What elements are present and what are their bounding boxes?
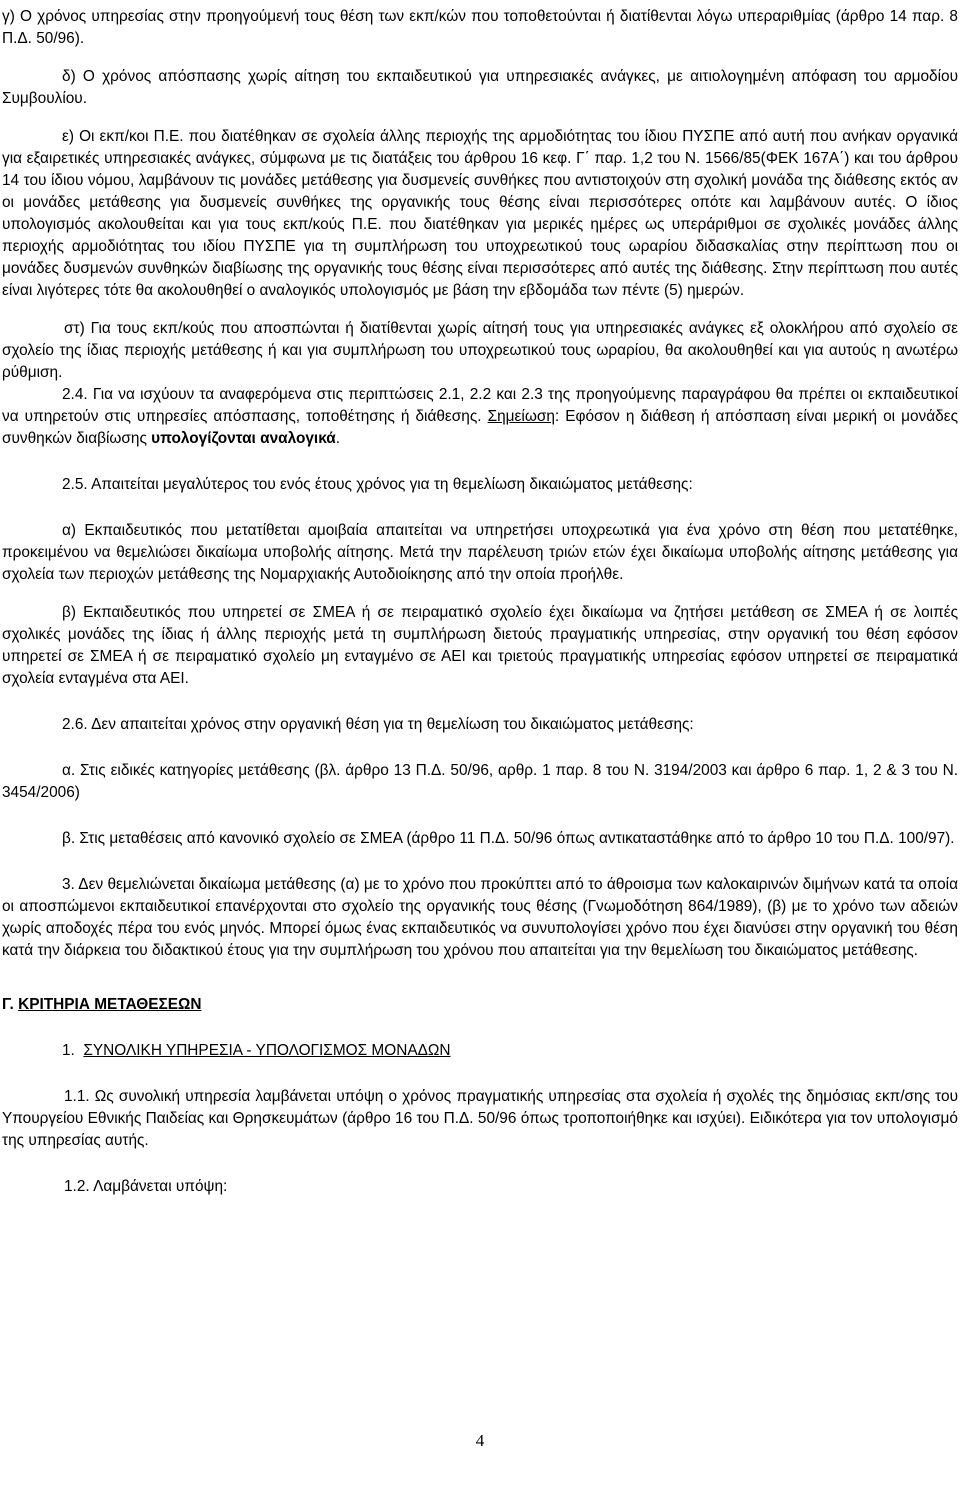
paragraph-1-1: 1.1. Ως συνολική υπηρεσία λαμβάνεται υπόψη ο χρόνος πραγματικής υπηρεσίας στα σχολεία ή σχολές της δημόσιας εκπ/σης του Υπουργείου Εθνικής Παιδείας και Θρησκευμάτων (άρθρο 16 του Π.Δ. 50/96 όπως τροποποιήθηκε και ισχύει). Ειδικότερα για τον υπολογισμό της υπηρεσίας αυτής. xyxy=(2,1088,958,1149)
paragraph-2-6: 2.6. Δεν απαιτείται χρόνος στην οργανική θέση για τη θεμελίωση του δικαιώματος μετάθεσης: xyxy=(62,716,694,733)
paragraph-st: στ) Για τους εκπ/κούς που αποσπώνται ή διατίθενται χωρίς αίτησή τους για υπηρεσιακές ανάγκες εξ ολοκλήρου από σχολείο σε σχολείο της ίδιας περιοχής μετάθεσης ή και για συμπλήρωση του υποχρεωτικού τους ωραρίου, θα ακολουθηθεί και για αυτούς η ανωτέρω ρύθμιση. xyxy=(2,320,958,381)
paragraph-2-4 xyxy=(2,384,958,450)
paragraph-2-5-a: α) Εκπαιδευτικός που μετατίθεται αμοιβαία απαιτείται να υπηρετήσει υποχρεωτικά για ένα χρόνο στη θέση που μετατέθηκε, προκειμένου να θεμελιώσει δικαίωμα υποβολής αίτησης. Μετά την παρέλευση τριών ετών έχει δικαίωμα υποβολής αίτησης μετάθεσης για σχολεία των περιοχών μετάθεσης της Νομαρχιακής Αυτοδιοίκησης από την οποία προήλθε. xyxy=(2,522,958,583)
section-heading xyxy=(2,994,958,1016)
paragraph-2-4-text: 2.4. Για να ισχύουν τα αναφερόμενα στις περιπτώσεις 2.1, 2.2 και 2.3 της προηγούμενης παραγράφου θα πρέπει οι εκπαιδευτικοί να υπηρετούν στις υπηρεσίες απόσπασης, τοποθέτησης ή διάθεσης. xyxy=(2,386,958,425)
subsection-title: ΣΥΝΟΛΙΚΗ ΥΠΗΡΕΣΙΑ - ΥΠΟΛΟΓΙΣΜΟΣ ΜΟΝΑΔΩΝ xyxy=(83,1042,451,1059)
subsection-heading xyxy=(2,1040,958,1062)
section-title: ΚΡΙΤΗΡΙΑ ΜΕΤΑΘΕΣΕΩΝ xyxy=(18,996,202,1013)
paragraph-2-6-b: β. Στις μεταθέσεις από κανονικό σχολείο σε ΣΜΕΑ (άρθρο 11 Π.Δ. 50/96 όπως αντικαταστάθηκε από το άρθρο 10 του Π.Δ. 100/97). xyxy=(62,830,955,847)
paragraph-2-5: 2.5. Απαιτείται μεγαλύτερος του ενός έτους χρόνος για τη θεμελίωση δικαιώματος μετάθεσης: xyxy=(62,476,693,493)
paragraph-3: 3. Δεν θεμελιώνεται δικαίωμα μετάθεσης (α) με το χρόνο που προκύπτει από το άθροισμα των καλοκαιρινών διμήνων κατά τα οποία οι αποσπώμενοι εκπαιδευτικοί επανέρχονται στο σχολείο της οργανικής τους θέσης (Γνωμοδότηση 864/1989), (β) με το χρόνο των αδειών χωρίς αποδοχές πέρα του ενός μηνός. Μπορεί όμως ένας εκπαιδευτικός να συνυπολογίσει χρόνο που έχει διανύσει στην οργανική του θέση κατά την διάρκεια του διδακτικού έτους για την συμπλήρωση του χρόνου που απαιτείται για την θεμελίωση του δικαιώματος μετάθεσης. xyxy=(2,876,958,959)
document-page xyxy=(2,6,958,1198)
subsection-number: 1. xyxy=(62,1042,75,1059)
paragraph-epsilon: ε) Οι εκπ/κοι Π.Ε. που διατέθηκαν σε σχολεία άλλης περιοχής της αρμοδιότητας του ίδιου ΠΥΣΠΕ από αυτή που ανήκαν οργανικά για εξαιρετικές υπηρεσιακές ανάγκες, σύμφωνα με τις διατάξεις του άρθρου 16 κεφ. Γ΄ παρ. 1,2 του Ν. 1566/85(ΦΕΚ 167Α΄) και του άρθρου 14 του ίδιου νόμου, λαμβάνουν τις μονάδες μετάθεσης για δυσμενείς συνθήκες που αντιστοιχούν στη σχολική μονάδα της διάθεσης εκτός αν οι μονάδες μετάθεσης για δυσμενείς συνθήκες της οργανικής τους θέσης είναι περισσότερες οπότε και λαμβάνουν αυτές. Ο ίδιος υπολογισμός ακολουθείται και για τους εκπ/κούς Π.Ε. που διατέθηκαν για μερικές ημέρες ως υπεράριθμοι σε σχολικές μονάδες άλλης περιοχής αρμοδιότητας του ιδίου ΠΥΣΠΕ για τη συμπλήρωση του υποχρεωτικού τους ωραρίου διδασκαλίας στην περίπτωση που οι μονάδες δυσμενών συνθηκών διαβίωσης της οργανικής τους θέσης είναι περισσότερες από αυτές της διάθεσης. Στην περίπτωση που αυτές είναι λιγότερες τότε θα ακολουθηθεί ο αναλογικός υπολογισμός με βάση την εβδομάδα των πέντε (5) ημερών. xyxy=(2,128,958,299)
note-text: : Εφόσον η διάθεση ή απόσπαση είναι μερική οι μονάδες συνθηκών διαβίωσης xyxy=(2,408,958,447)
paragraph-2-6-a: α. Στις ειδικές κατηγορίες μετάθεσης (βλ. άρθρο 13 Π.Δ. 50/96, αρθρ. 1 παρ. 8 του Ν. 3194/2003 και άρθρο 6 παρ. 1, 2 & 3 του Ν. 3454/2006) xyxy=(2,762,958,801)
paragraph-1-2: 1.2. Λαμβάνεται υπόψη: xyxy=(64,1178,228,1195)
paragraph-2-5-b: β) Εκπαιδευτικός που υπηρετεί σε ΣΜΕΑ ή σε πειραματικό σχολείο έχει δικαίωμα να ζητήσει μετάθεση σε ΣΜΕΑ ή σε λοιπές σχολικές μονάδες της ίδιας ή άλλης περιοχής μετά τη συμπλήρωση διετούς πραγματικής υπηρεσίας, στην οργανική του θέση εφόσον υπηρετεί σε ΣΜΕΑ ή σε πειραματικό σχολείο μη ενταγμένο σε ΑΕΙ και τριετούς πραγματικής υπηρεσίας εφόσον υπηρετεί σε πειραματικά σχολεία ενταγμένα στα ΑΕΙ. xyxy=(2,604,958,687)
paragraph-delta: δ) Ο χρόνος απόσπασης χωρίς αίτηση του εκπαιδευτικού για υπηρεσιακές ανάγκες, με αιτιολογημένη απόφαση του αρμοδίου Συμβουλίου. xyxy=(2,68,958,107)
note-bold-text: υπολογίζονται αναλογικά xyxy=(151,430,336,447)
page-number: 4 xyxy=(475,1431,485,1450)
note-end: . xyxy=(335,430,341,447)
paragraph-gamma: γ) Ο χρόνος υπηρεσίας στην προηγούμενή τους θέση των εκπ/κών που τοποθετούνται ή διατίθενται λόγω υπεραριθμίας (άρθρο 14 παρ. 8 Π.Δ. 50/96). xyxy=(2,8,958,47)
section-prefix: Γ. xyxy=(2,996,14,1013)
note-label: Σημείωση xyxy=(487,408,555,425)
